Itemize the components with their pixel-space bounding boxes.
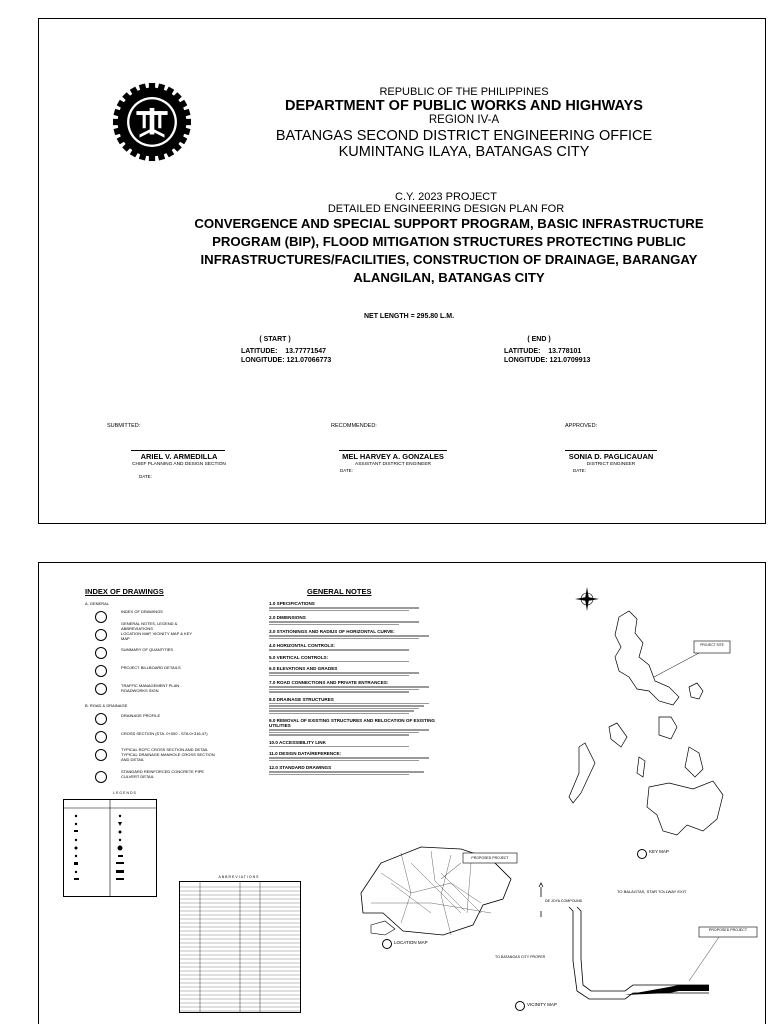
index-item: TRAFFIC MANAGEMENT PLAN ROADWORKS SIGN xyxy=(91,681,251,699)
legend-title: LEGENDS xyxy=(113,791,137,795)
index-item: DRAINAGE PROFILE xyxy=(91,711,251,729)
republic-label: REPUBLIC OF THE PHILIPPINES xyxy=(379,86,549,98)
index-section-a: A. GENERAL xyxy=(85,601,110,606)
index-item: PROJECT BILLBOARD DETAILS xyxy=(91,663,251,681)
index-item: GENERAL NOTES, LEGEND & ABBREVIATIONS LOCATION MAP, VICINITY MAP & KEY MAP xyxy=(91,627,251,645)
signature-line xyxy=(339,450,447,451)
signature-line xyxy=(131,450,225,451)
legend-table xyxy=(63,799,157,897)
sheet-symbol-icon xyxy=(95,771,107,783)
index-title: INDEX OF DRAWINGS xyxy=(85,587,164,596)
sheet-symbol-icon xyxy=(95,629,107,641)
recommended-date: DATE: xyxy=(340,468,353,473)
to-balagtas-label: TO BALAGTAS, STAR TOLLWAY EXIT xyxy=(617,889,687,894)
sheet-symbol-icon xyxy=(95,683,107,695)
sheet-symbol-icon xyxy=(95,749,107,761)
general-notes-title: GENERAL NOTES xyxy=(307,587,372,596)
start-label: ( START ) xyxy=(259,336,291,343)
submitted-name: ARIEL V. ARMEDILLA xyxy=(140,452,218,461)
approved-name: SONIA D. PAGLICAUAN xyxy=(568,452,654,461)
index-list-a xyxy=(91,609,251,699)
project-title-line-1: CONVERGENCE AND SPECIAL SUPPORT PROGRAM, BASIC INFRASTRUCTURE xyxy=(194,216,704,231)
key-map-tag: PROJECT SITE xyxy=(700,643,724,647)
map-symbol-icon xyxy=(637,849,647,859)
legend-symbols xyxy=(64,800,156,896)
submitted-date: DATE: xyxy=(139,474,152,479)
index-item: SUMMARY OF QUANTITIES xyxy=(91,645,251,663)
signature-line xyxy=(565,450,657,451)
compass-icon xyxy=(575,587,599,611)
approved-label: APPROVED: xyxy=(565,423,598,429)
location-map-tag: PROPOSED PROJECT xyxy=(471,856,509,860)
index-item: STANDARD REINFORCED CONCRETE PIPE CULVERT DETAIL xyxy=(91,769,251,787)
approved-title: DISTRICT ENGINEER xyxy=(586,462,636,467)
office-location-label: KUMINTANG ILAYA, BATANGAS CITY xyxy=(338,144,590,160)
plan-type-label: DETAILED ENGINEERING DESIGN PLAN FOR xyxy=(327,203,565,215)
index-section-b: B. ROAD & DRAINAGE xyxy=(85,703,128,708)
sheet-symbol-icon xyxy=(95,713,107,725)
start-longitude: LONGITUDE: 121.07066773 xyxy=(241,357,332,364)
vicinity-map-tag: PROPOSED PROJECT xyxy=(708,928,748,932)
key-map-label: KEY MAP xyxy=(649,849,669,854)
abbreviations-grid xyxy=(180,882,300,1012)
end-label: ( END ) xyxy=(527,336,551,343)
department-title: DEPARTMENT OF PUBLIC WORKS AND HIGHWAYS xyxy=(285,98,643,114)
index-sheet xyxy=(38,562,766,1024)
net-length-label: NET LENGTH = 295.80 L.M. xyxy=(363,313,455,320)
district-office-label: BATANGAS SECOND DISTRICT ENGINEERING OFFICE xyxy=(275,128,653,144)
end-longitude: LONGITUDE: 121.0709913 xyxy=(504,357,591,364)
abbreviations-table xyxy=(179,881,301,1013)
submitted-label: SUBMITTED: xyxy=(107,423,141,429)
end-latitude: LATITUDE: 13.778101 xyxy=(504,348,582,355)
de-joya-label: DE JOYA COMPOUND xyxy=(545,899,583,903)
cover-sheet xyxy=(38,18,766,524)
index-item: CROSS SECTION (STA. 0+000 - STA 0+316.47) xyxy=(91,729,251,747)
project-title-line-3: INFRASTRUCTURES/FACILITIES, CONSTRUCTION OF DRAINAGE, BARANGAY xyxy=(200,252,698,267)
index-item: TYPICAL RCPC CROSS SECTION AND DETAIL TYPICAL DRAINAGE MANHOLE CROSS SECTION AND DETAIL xyxy=(91,747,251,769)
dpwh-seal-icon xyxy=(113,83,191,161)
abbreviations-title: ABBREVIATIONS xyxy=(218,875,260,879)
region-label: REGION IV-A xyxy=(428,114,500,126)
map-symbol-icon xyxy=(382,939,392,949)
recommended-label: RECOMMENDED: xyxy=(331,423,377,429)
approved-date: DATE: xyxy=(573,468,586,473)
submitted-title: CHIEF PLANNING AND DESIGN SECTION xyxy=(132,462,226,467)
general-notes-list: 1.0 SPECIFICATIONS 2.0 DIMENSIONS 3.0 STATIONINGS AND RADIUS OF HORIZONTAL CURVE: 4.0 HORIZONTAL CONTROLS: 5.0 VERTICAL CONTROLS: 6.0 ELEVATIONS AND GRADES 7.0 ROAD CONNECTIONS AND PRIVATE ENTRANCES: 8.0 DRAINAGE STRUCTURES 9.0 REMOVAL OF EXISTING STRUCTURES AND RELOCATION OF EXISTING UTILITIES 10.0 ACCESSIBILITY LINK 11.0 DESIGN DATA/REFERENCE: 12.0 STANDARD DRAWINGS xyxy=(269,601,439,776)
sheet-symbol-icon xyxy=(95,647,107,659)
key-map-philippines xyxy=(539,577,759,867)
location-map-label: LOCATION MAP xyxy=(394,940,428,945)
sheet-symbol-icon xyxy=(95,731,107,743)
start-latitude: LATITUDE: 13.77771547 xyxy=(241,348,327,355)
to-batangas-label: TO BATANGAS CITY PROPER xyxy=(495,955,546,959)
sheet-symbol-icon xyxy=(95,611,107,623)
vicinity-map-label: VICINITY MAP xyxy=(527,1002,557,1007)
recommended-title: ASSISTANT DISTRICT ENGINEER xyxy=(355,462,431,467)
project-title-line-2: PROGRAM (BIP), FLOOD MITIGATION STRUCTURES PROTECTING PUBLIC xyxy=(212,234,686,249)
sheet-symbol-icon xyxy=(95,665,107,677)
map-symbol-icon xyxy=(515,1001,525,1011)
recommended-name: MEL HARVEY A. GONZALES xyxy=(342,452,444,461)
cy-project-label: C.Y. 2023 PROJECT xyxy=(395,191,497,203)
index-item: INDEX OF DRAWINGS xyxy=(91,609,251,627)
index-list-b xyxy=(91,711,251,787)
project-title-line-4: ALANGILAN, BATANGAS CITY xyxy=(353,270,545,285)
